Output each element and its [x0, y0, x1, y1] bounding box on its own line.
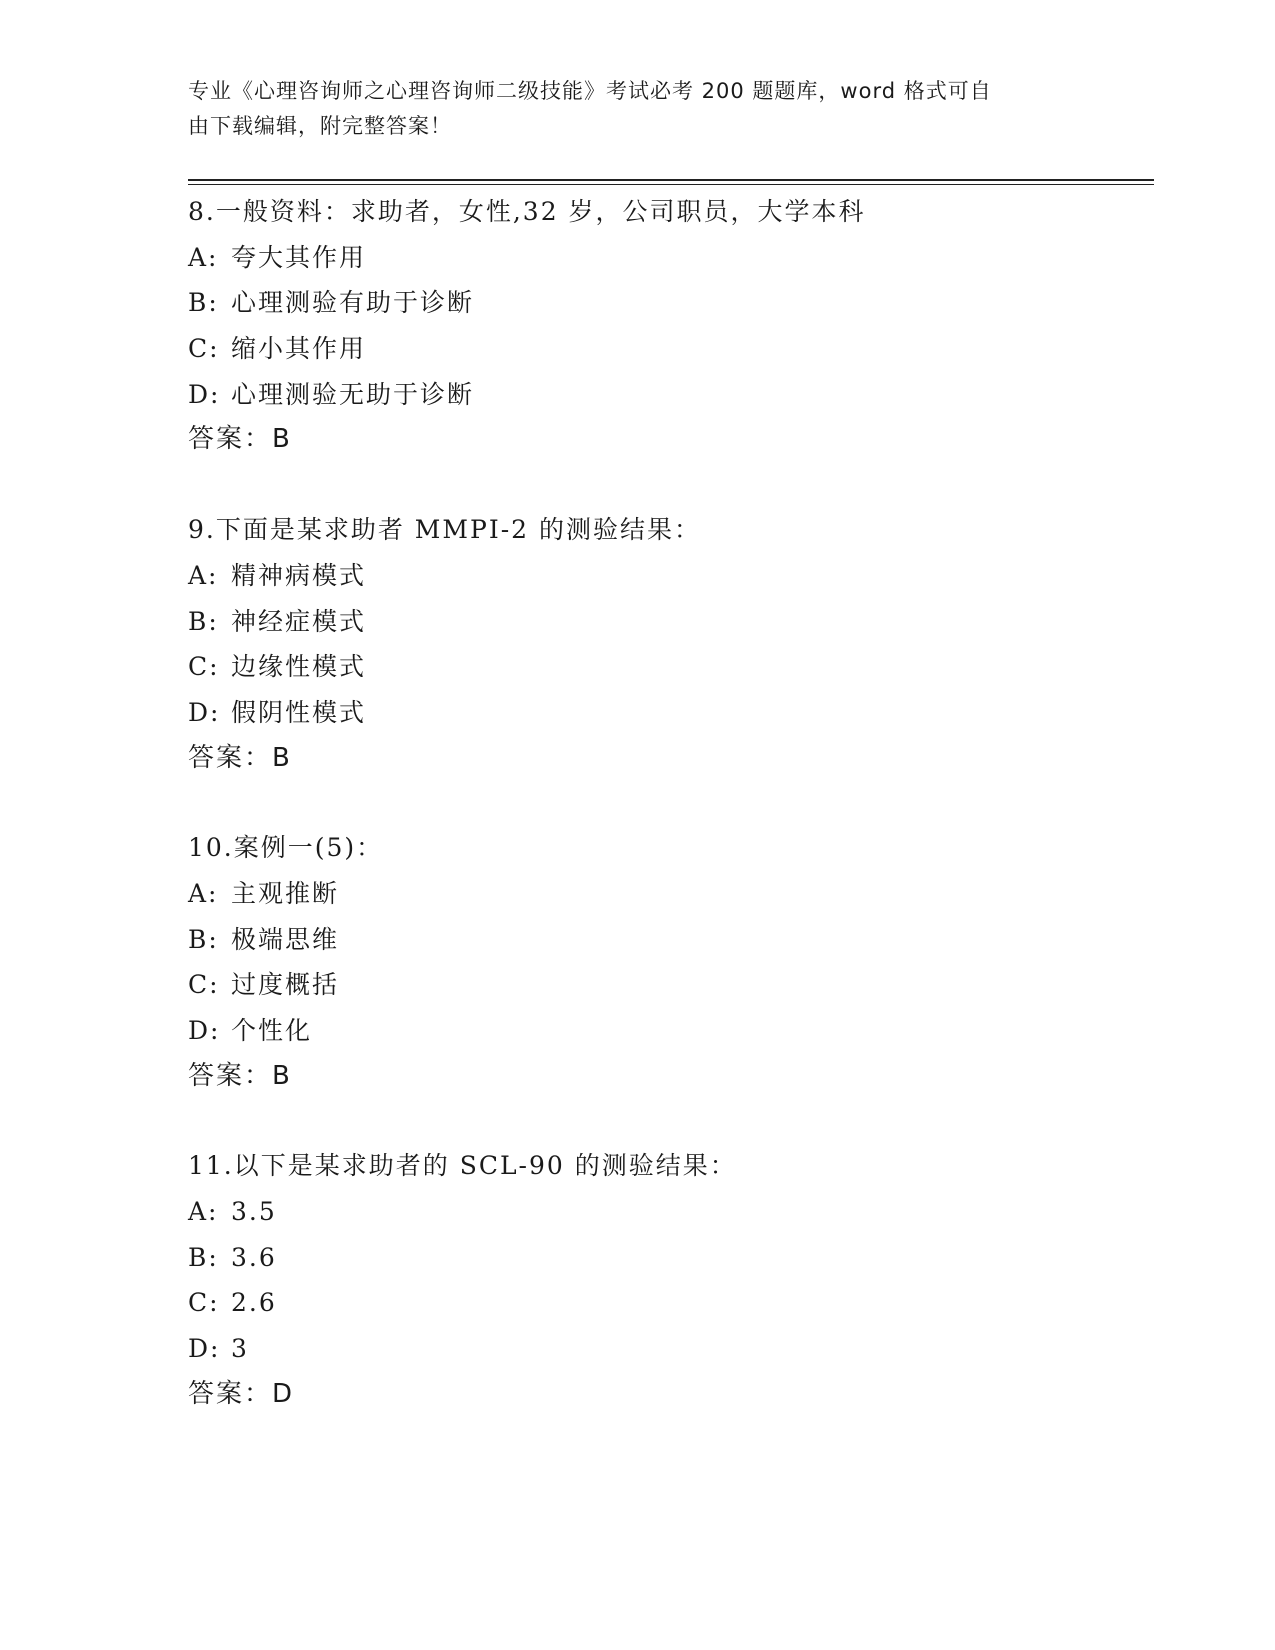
- option-text: 夸大其作用: [231, 242, 367, 272]
- question-11: [188, 1143, 1148, 1417]
- option-text: 假阴性模式: [231, 697, 367, 727]
- option-b: [188, 917, 1148, 963]
- option-d: [188, 1008, 1148, 1054]
- question-10: [188, 825, 1148, 1099]
- option-letter: C:: [188, 652, 220, 682]
- question-9: [188, 507, 1148, 781]
- question-list: [188, 189, 1148, 1462]
- option-letter: B:: [188, 606, 219, 636]
- option-letter: B:: [188, 924, 219, 954]
- option-c: [188, 644, 1148, 690]
- option-text: 边缘性模式: [231, 652, 367, 682]
- option-d: [188, 690, 1148, 736]
- header-divider: [188, 179, 1154, 185]
- question-stem: 11.以下是某求助者的 SCL-90 的测验结果：: [188, 1151, 737, 1181]
- option-a: [188, 235, 1148, 281]
- header-line-2: 由下载编辑，附完整答案！: [188, 114, 452, 138]
- option-d: [188, 372, 1148, 418]
- option-letter: D:: [188, 1016, 221, 1045]
- answer-line: 答案：B: [188, 742, 292, 773]
- option-text: 3: [231, 1334, 249, 1364]
- option-text: 2.6: [231, 1288, 277, 1318]
- option-b: [188, 280, 1148, 326]
- option-letter: A:: [188, 560, 219, 590]
- option-letter: C:: [188, 970, 220, 1000]
- option-letter: D:: [188, 697, 221, 727]
- option-letter: D:: [188, 1334, 221, 1364]
- option-text: 缩小其作用: [231, 334, 367, 364]
- option-b: [188, 1235, 1148, 1281]
- option-c: [188, 326, 1148, 372]
- option-text: 心理测验无助于诊断: [231, 379, 475, 409]
- option-text: 主观推断: [231, 878, 340, 908]
- option-letter: A:: [188, 878, 219, 908]
- option-text: 过度概括: [231, 970, 340, 1000]
- option-letter: B:: [188, 1242, 219, 1272]
- option-text: 个性化: [231, 1016, 313, 1045]
- option-text: 精神病模式: [231, 560, 367, 590]
- option-text: 极端思维: [231, 924, 340, 954]
- option-letter: A:: [188, 1197, 219, 1227]
- header-line-1: 专业《心理咨询师之心理咨询师二级技能》考试必考 200 题题库，word 格式可自: [188, 79, 992, 103]
- option-c: [188, 1280, 1148, 1326]
- option-a: [188, 871, 1148, 917]
- option-text: 3.5: [231, 1197, 277, 1227]
- option-text: 3.6: [231, 1242, 277, 1272]
- question-stem: 9.下面是某求助者 MMPI-2 的测验结果：: [188, 515, 701, 545]
- question-stem: 10.案例一(5)：: [188, 833, 384, 863]
- question-8: [188, 189, 1148, 463]
- option-c: [188, 962, 1148, 1008]
- answer-line: 答案：B: [188, 424, 292, 455]
- answer-line: 答案：B: [188, 1060, 292, 1091]
- option-d: [188, 1326, 1148, 1372]
- option-letter: C:: [188, 1288, 220, 1318]
- option-letter: B:: [188, 288, 219, 318]
- option-letter: C:: [188, 334, 220, 364]
- option-text: 心理测验有助于诊断: [231, 288, 475, 318]
- option-a: [188, 553, 1148, 599]
- answer-line: 答案：D: [188, 1378, 295, 1409]
- option-b: [188, 599, 1148, 645]
- option-letter: D:: [188, 379, 221, 409]
- option-text: 神经症模式: [231, 606, 367, 636]
- option-letter: A:: [188, 242, 219, 272]
- question-stem: 8.一般资料：求助者，女性,32 岁，公司职员，大学本科: [188, 197, 866, 226]
- option-a: [188, 1189, 1148, 1235]
- document-header: [188, 74, 1068, 144]
